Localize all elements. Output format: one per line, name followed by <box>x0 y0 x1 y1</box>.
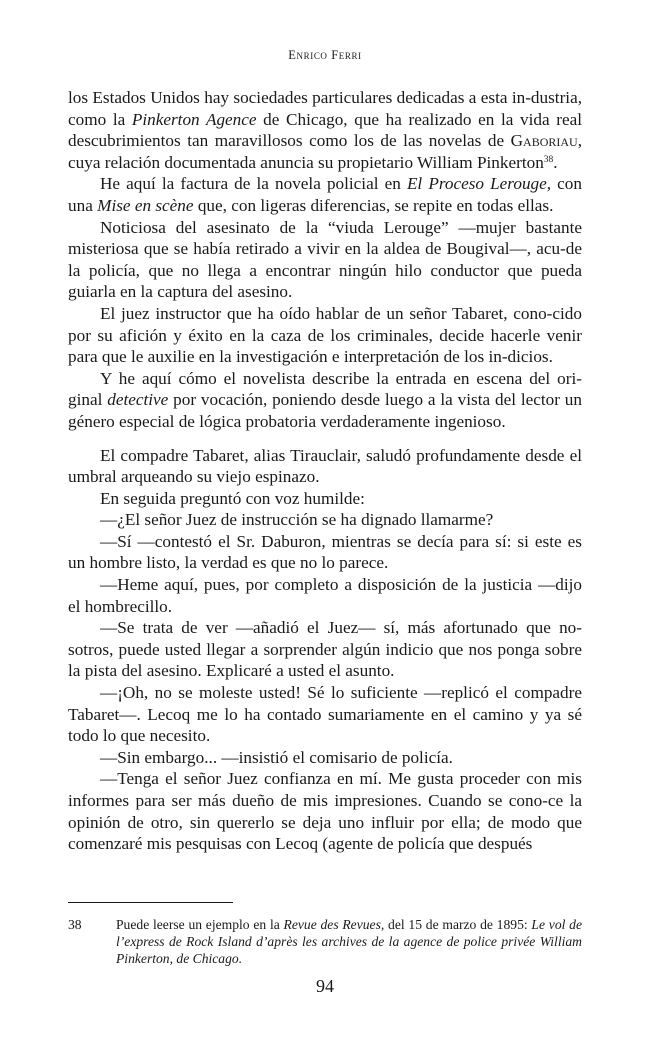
footnote-text: Puede leerse un ejemplo en la Revue des Revues, del 15 de marzo de 1895: Le vol de l’express de Rock Island d’après les archives de la agence de police privée William Pinkerton, de Chicago. <box>116 917 582 966</box>
footnote-ref: 38 <box>543 154 554 165</box>
italic-term: Mise en scène <box>97 195 194 215</box>
dialogue-line: —Se trata de ver —añadió el Juez— sí, más afortunado que no-sotros, puede usted llegar a sorprender algún indicio que nos ponga sobre la pista del asesino. Explicaré a usted el asunto. <box>68 618 582 681</box>
dialogue-line: —¡Oh, no se moleste usted! Sé lo suficiente —replicó el compadre Tabaret—. Lecoq me lo ha contado sumariamente en el camino y ya sé todo lo que necesito. <box>68 683 582 746</box>
quote-gap <box>68 433 582 445</box>
paragraph: Y he aquí cómo el novelista describe la entrada en escena del ori-ginal detective por vocación, poniendo desde luego a la vista del lector un género especial de lógica probatoria verdaderamente ingenioso. <box>68 368 582 431</box>
paragraph: El juez instructor que ha oído hablar de un señor Tabaret, cono-cido por su afición y éxito en la caza de los criminales, decide hacerle venir para que le auxilie en la investigación e interpretación de los in-dicios. <box>68 303 582 367</box>
paragraph: los Estados Unidos hay sociedades particulares dedicadas a esta in-dustria, como la Pinkerton Agence de Chicago, que ha realizado en la vida real descubrimientos tan maravillosos como los de las novelas de Gaboriau, cuya relación documentada anuncia su propietario William Pinkerton$^{38}$. <box>68 88 582 172</box>
dialogue-line: —Sí —contestó el Sr. Daburon, mientras se decía para sí: si este es un hombre listo, la verdad es que no lo parece. <box>68 531 582 573</box>
footnote-rule <box>68 902 233 903</box>
quoted-paragraph: El compadre Tabaret, alias Tirauclair, saludó profundamente desde el umbral arqueando su viejo espinazo. <box>68 445 582 487</box>
footnote-number: 38 <box>68 917 82 932</box>
body-text <box>68 87 582 855</box>
dialogue-line: —¿El señor Juez de instrucción se ha dignado llamarme? <box>100 510 494 530</box>
italic-title: El Proceso Lerouge, <box>406 174 552 194</box>
running-head: Enrico Ferri <box>288 48 362 62</box>
italic-term: detective <box>107 390 169 410</box>
dialogue-line: —Sin embargo... —insistió el comisario de policía. <box>100 747 453 767</box>
author-name-smallcaps: Gaboriau <box>510 131 578 151</box>
paragraph: He aquí la factura de la novela policial en El Proceso Lerouge, con una Mise en scène que, con ligeras diferencias, se repite en todas ellas. <box>68 174 582 215</box>
footnote <box>68 916 582 967</box>
dialogue-line: —Heme aquí, pues, por completo a disposición de la justicia —dijo el hombrecillo. <box>68 575 582 616</box>
italic-term: Pinkerton Agence <box>131 109 257 129</box>
quoted-paragraph: En seguida preguntó con voz humilde: <box>100 488 365 508</box>
dialogue-line: —Tenga el señor Juez confianza en mí. Me gusta proceder con mis informes para ser más dueño de mis impresiones. Cuando se cono-ce la opinión de otro, sin quererlo se deja uno influir por ella; de modo que comenzaré mis pesquisas con Lecoq (agente de policía que después <box>68 769 582 854</box>
book-page <box>68 0 582 1056</box>
paragraph: Noticiosa del asesinato de la “viuda Lerouge” —mujer bastante misteriosa que se había retirado a vivir en la aldea de Bougival—, acu-de la policía, que no llega a encontrar ningún hilo conductor que pueda guiarla en la captura del asesino. <box>68 217 582 302</box>
page-number: 94 <box>316 976 334 996</box>
italic-title: Revue des Revues, <box>283 917 385 932</box>
italic-title: Le vol de l’express de Rock Island d’après les archives de la agence de police privée William Pinkerton, de Chicago. <box>116 917 582 966</box>
